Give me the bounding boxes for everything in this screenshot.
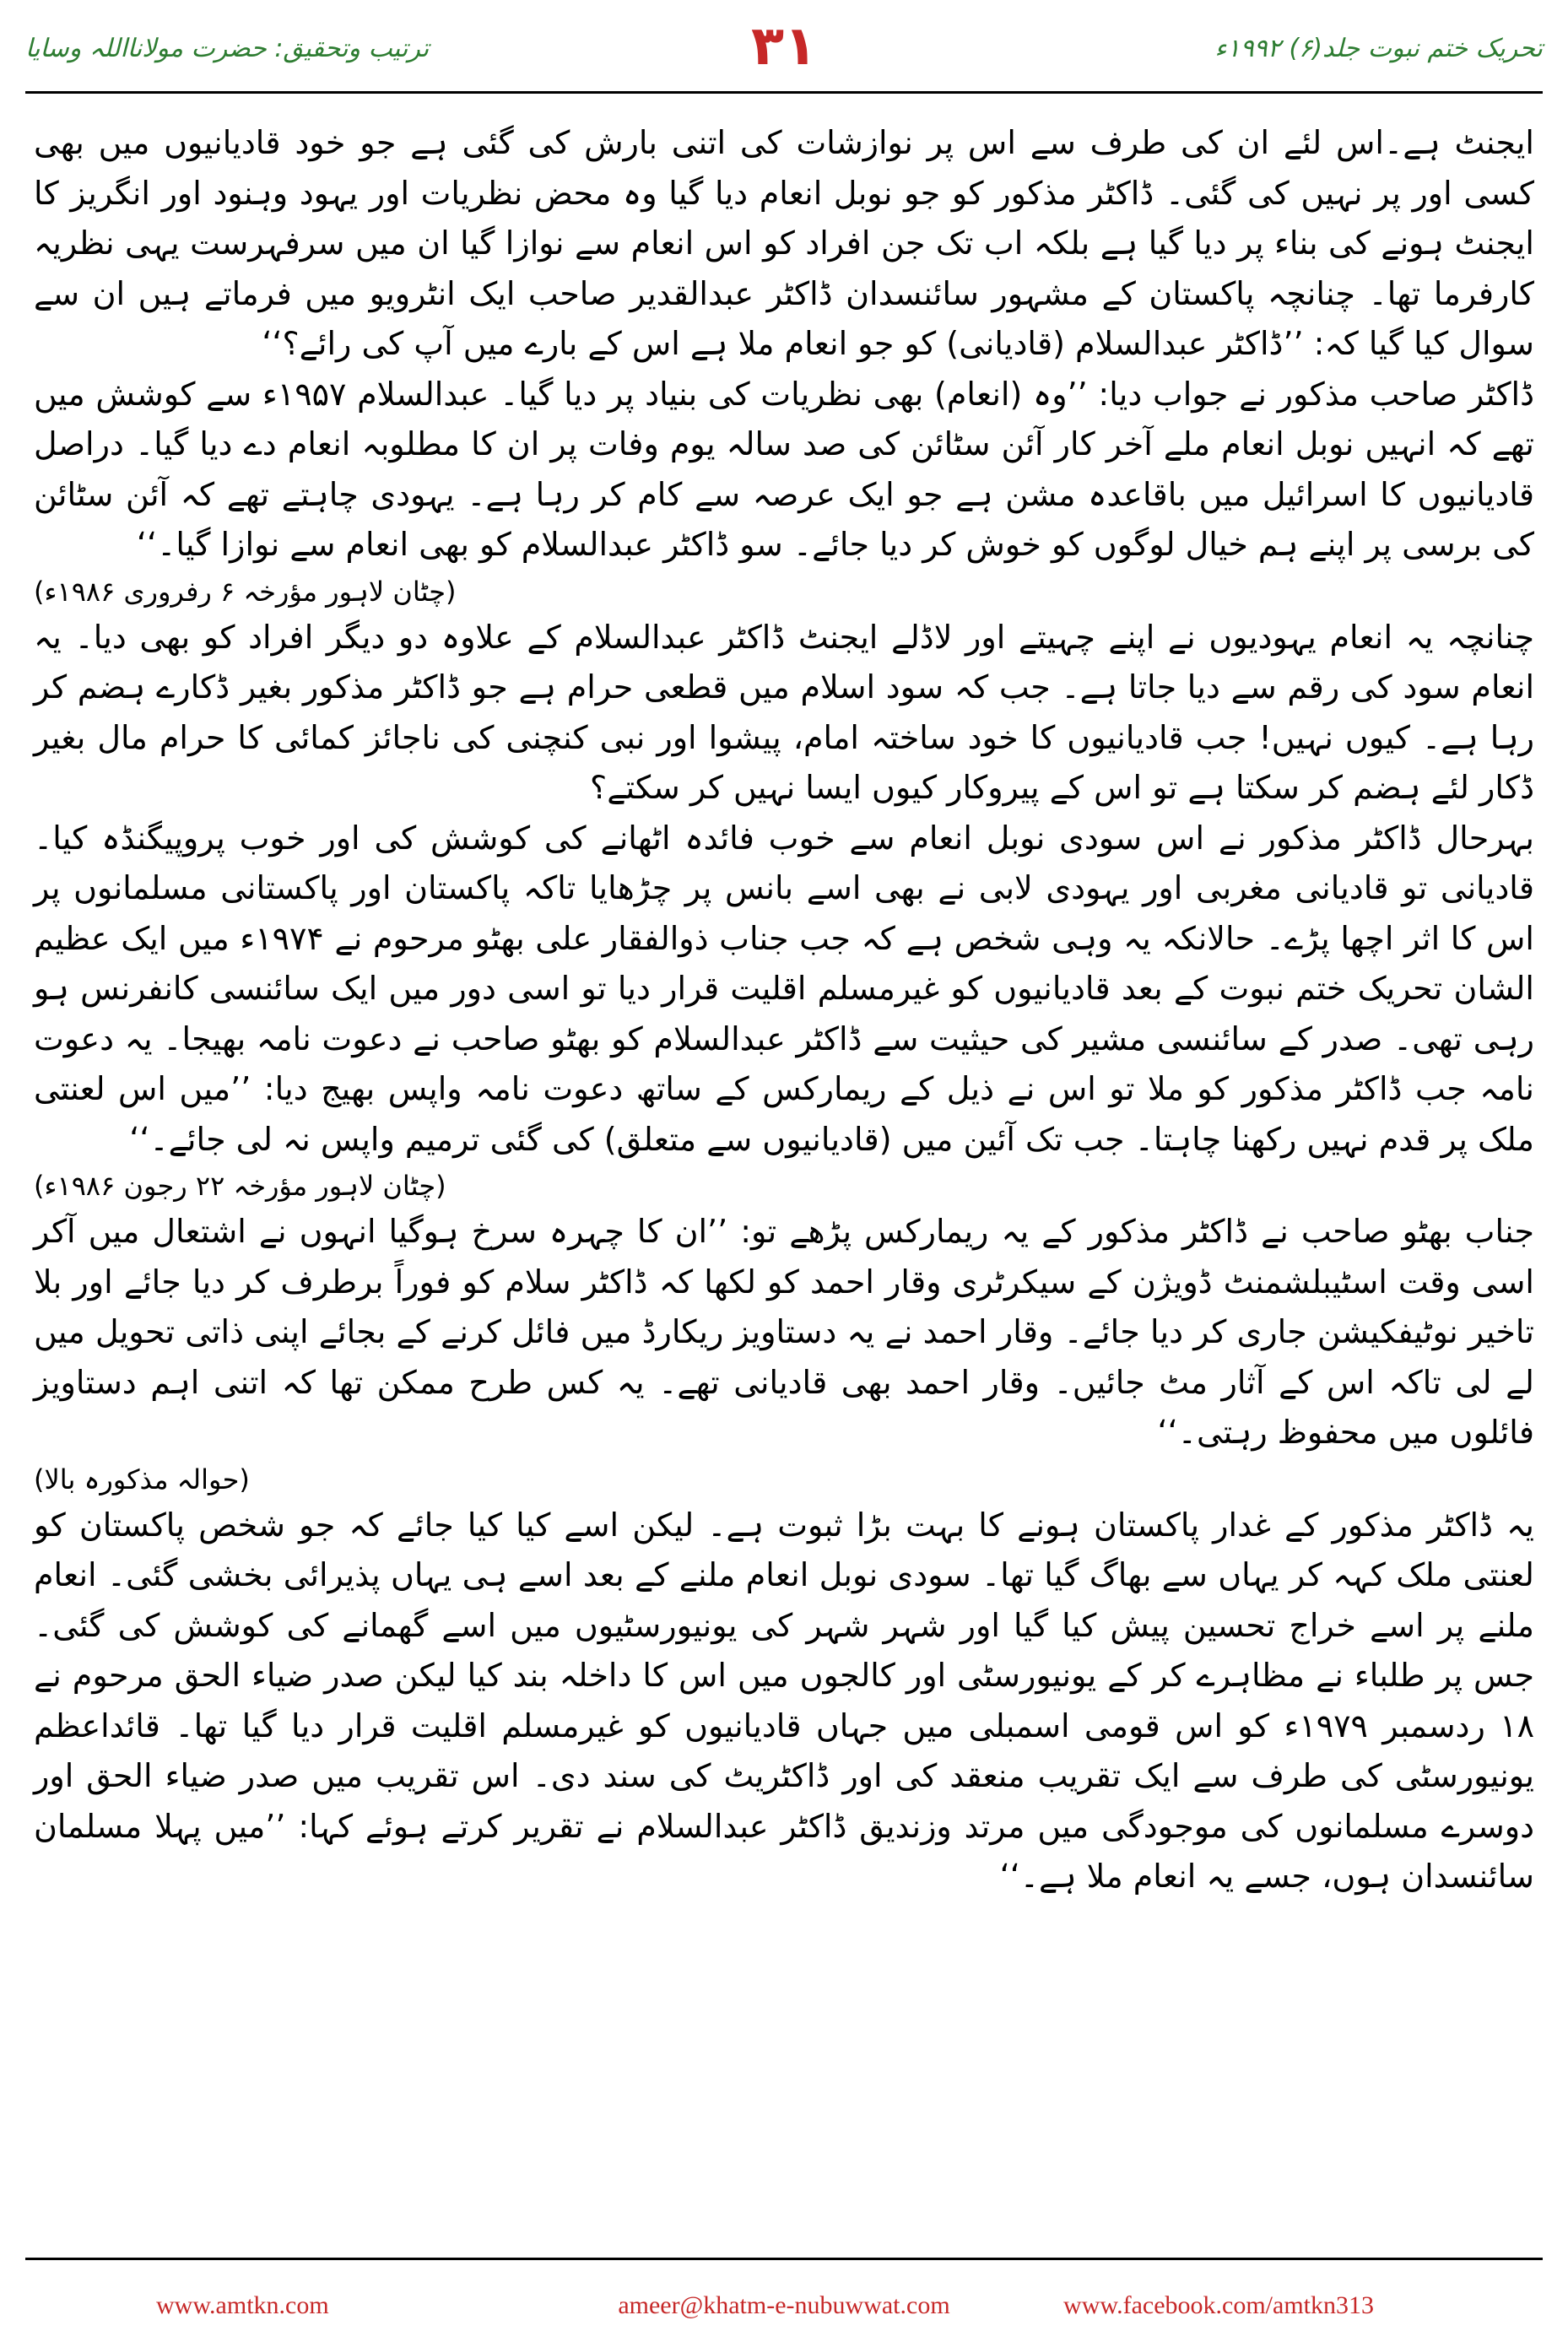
citation-3: (حوالہ مذکورہ بالا) [34, 1463, 250, 1496]
compiler-credit: ترتیب وتحقیق: حضرت مولانااللہ وسایا [25, 34, 430, 63]
page-header [25, 15, 1543, 95]
paragraph-2: ڈاکٹر صاحب مذکور نے جواب دیا: ’’وہ (انعام) بھی نظریات کی بنیاد پر دیا گیا۔ عبدالسلام ۱۹۵۷ء سے کوشش میں تھے کہ انہیں نوبل انعام ملے آخر کار آئن سٹائن کی صد سالہ یوم وفات پر ان کا مطلوبہ انعام دے دیا گیا۔ دراصل قادیانیوں کا اسرائیل میں باقاعدہ مشن ہے جو ایک عرصہ سے کام کر رہا ہے۔ یہودی چاہتے تھے کہ آئن سٹائن کی برسی پر اپنے ہم خیال لوگوں کو خوش کر دیا جائے۔ سو ڈاکٹر عبدالسلام کو بھی انعام سے نوازا گیا۔‘‘ [34, 375, 1535, 563]
page-footer [0, 2258, 1568, 2342]
email-link[interactable]: ameer@khatm-e-nubuwwat.com [618, 2291, 950, 2319]
book-title: تحریک ختم نبوت جلد(۶) ۱۹۹۲ء [1214, 34, 1543, 63]
header-divider [25, 91, 1543, 94]
page-number: ۳۱ [750, 15, 818, 78]
footer-divider [25, 2258, 1543, 2260]
paragraph-6: یہ ڈاکٹر مذکور کے غدار پاکستان ہونے کا بہت بڑا ثبوت ہے۔ لیکن اسے کیا کیا جائے کہ جو شخص پاکستان کو لعنتی ملک کہہ کر یہاں سے بھاگ گیا تھا۔ سودی نوبل انعام ملنے کے بعد اسے ہی یہاں پذیرائی بخشی گئی۔ انعام ملنے پر اسے خراج تحسین پیش کیا گیا اور شہر شہر کی یونیورسٹیوں میں اسے گھمانے کی کوشش کی گئی۔ جس پر طلباء نے مظاہرے کر کے یونیورسٹی اور کالجوں میں اس کا داخلہ بند کیا لیکن صدر ضیاء الحق مرحوم نے ۱۸ ردسمبر ۱۹۷۹ء کو اس قومی اسمبلی میں جہاں قادیانیوں کو غیرمسلم اقلیت قرار دیا گیا تھا۔ قائداعظم یونیورسٹی کی طرف سے ایک تقریب منعقد کی اور ڈاکٹریٹ کی سند دی۔ اس تقریب میں صدر ضیاء الحق اور دوسرے مسلمانوں کی موجودگی میں مرتد وزندیق ڈاکٹر عبدالسلام نے تقریر کرتے ہوئے کہا: ’’میں پہلا مسلمان سائنسدان ہوں، جسے یہ انعام ملا ہے۔‘‘ [34, 1506, 1534, 1895]
paragraph-1: ایجنٹ ہے۔اس لئے ان کی طرف سے اس پر نوازشات کی اتنی بارش کی گئی ہے جو خود قادیانیوں میں بھی کسی اور پر نہیں کی گئی۔ ڈاکٹر مذکور کو جو نوبل انعام دیا گیا وہ محض نظریات اور یہود وہنود اور انگریز کا ایجنٹ ہونے کی بناء پر دیا گیا ہے بلکہ اب تک جن افراد کو اس انعام سے نوازا گیا ان میں سرفہرست یہی نظریہ کارفرما تھا۔ چنانچہ پاکستان کے مشہور سائنسدان ڈاکٹر عبدالقدیر صاحب ایک انٹرویو میں فرماتے ہیں ان سے سوال کیا گیا کہ: ’’ڈاکٹر عبدالسلام (قادیانی) کو جو انعام ملا ہے اس کے بارے میں آپ کی رائے؟‘‘ [34, 124, 1534, 362]
page-body [34, 118, 1534, 2215]
citation-2: (چٹان لاہور مؤرخہ ۲۲ رجون ۱۹۸۶ء) [34, 1170, 446, 1202]
citation-1: (چٹان لاہور مؤرخہ ۶ رفروری ۱۹۸۶ء) [34, 575, 457, 608]
website-link[interactable]: www.amtkn.com [156, 2291, 329, 2319]
paragraph-4: بہرحال ڈاکٹر مذکور نے اس سودی نوبل انعام سے خوب فائدہ اٹھانے کی کوشش کی اور خوب پروپیگنڈہ کیا۔ قادیانی تو قادیانی مغربی اور یہودی لابی نے بھی اسے بانس پر چڑھایا تاکہ پاکستان اور پاکستانی مسلمانوں پر اس کا اثر اچھا پڑے۔ حالانکہ یہ وہی شخص ہے کہ جب جناب ذوالفقار علی بھٹو مرحوم نے ۱۹۷۴ء میں ایک عظیم الشان تحریک ختم نبوت کے بعد قادیانیوں کو غیرمسلم اقلیت قرار دیا تو اسی دور میں ایک سائنسی کانفرنس ہو رہی تھی۔ صدر کے سائنسی مشیر کی حیثیت سے ڈاکٹر عبدالسلام کو بھٹو صاحب نے دعوت نامہ بھیجا۔ یہ دعوت نامہ جب ڈاکٹر مذکور کو ملا تو اس نے ذیل کے ریمارکس کے ساتھ دعوت نامہ واپس بھیج دیا: ’’میں اس لعنتی ملک پر قدم نہیں رکھنا چاہتا۔ جب تک آئین میں (قادیانیوں سے متعلق) کی گئی ترمیم واپس نہ لی جائے۔‘‘ [34, 819, 1534, 1158]
paragraph-5: جناب بھٹو صاحب نے ڈاکٹر مذکور کے یہ ریمارکس پڑھے تو: ’’ان کا چہرہ سرخ ہوگیا انہوں نے اشتعال میں آکر اسی وقت اسٹیبلشمنٹ ڈویژن کے سیکرٹری وقار احمد کو لکھا کہ ڈاکٹر سلام کو فوراً برطرف کر دیا جائے اور بلا تاخیر نوٹیفکیشن جاری کر دیا جائے۔ وقار احمد نے یہ دستاویز ریکارڈ میں فائل کرنے کے بجائے اپنی ذاتی تحویل میں لے لی تاکہ اس کے آثار مٹ جائیں۔ وقار احمد بھی قادیانی تھے۔ یہ کس طرح ممکن تھا کہ اتنی اہم دستاویز فائلوں میں محفوظ رہتی۔‘‘ [34, 1213, 1534, 1451]
facebook-link[interactable]: www.facebook.com/amtkn313 [1063, 2291, 1374, 2319]
paragraph-3: چنانچہ یہ انعام یہودیوں نے اپنے چہیتے اور لاڈلے ایجنٹ ڈاکٹر عبدالسلام کے علاوہ دو دیگر افراد کو بھی دیا۔ یہ انعام سود کی رقم سے دیا جاتا ہے۔ جب کہ سود اسلام میں قطعی حرام ہے جو ڈاکٹر مذکور بغیر ڈکارے ہضم کر رہا ہے۔ کیوں نہیں! جب قادیانیوں کا خود ساختہ امام، پیشوا اور نبی کنچنی کی ناجائز کمائی کا حرام مال بغیر ڈکار لئے ہضم کر سکتا ہے تو اس کے پیروکار کیوں ایسا نہیں کر سکتے؟ [34, 618, 1534, 806]
